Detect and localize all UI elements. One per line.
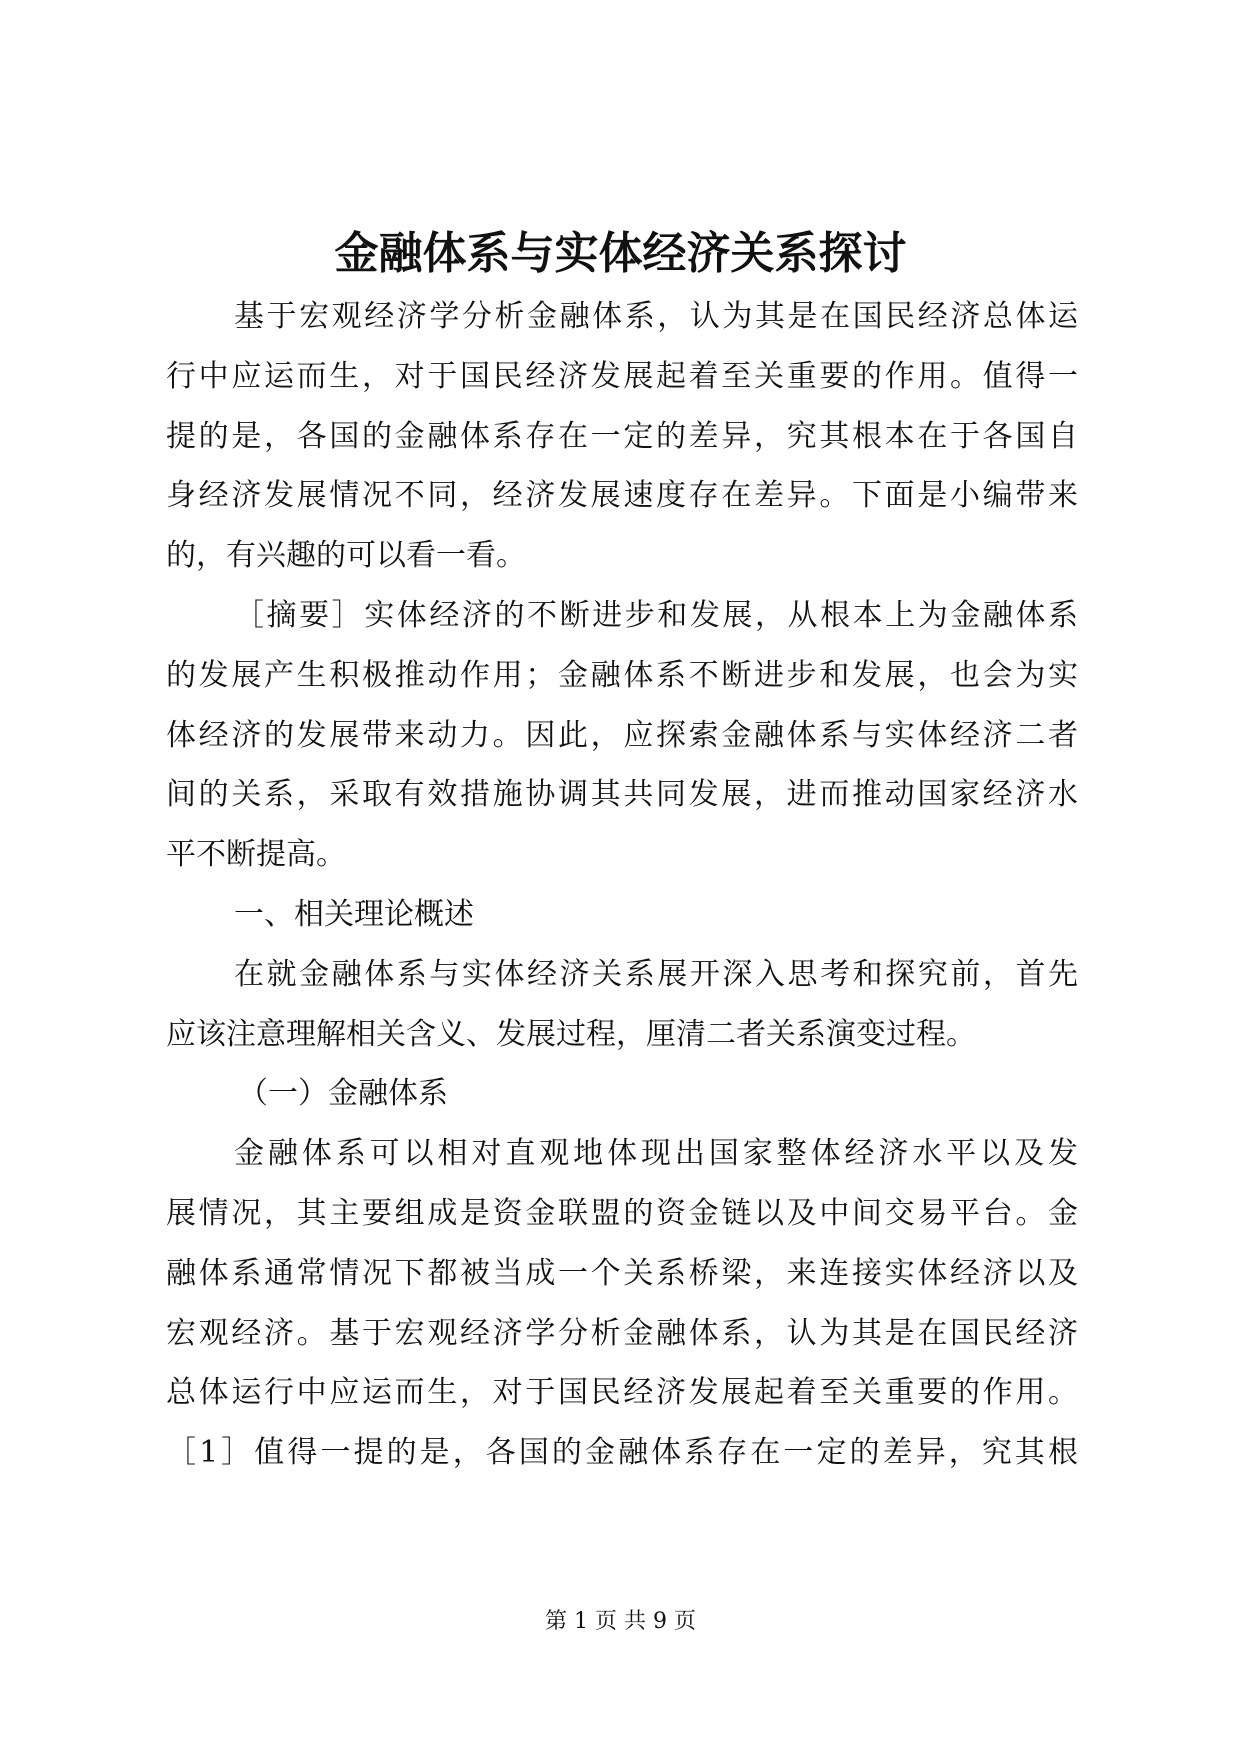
document-body (166, 287, 1078, 1483)
paragraph-line: 展情况，其主要组成是资金联盟的资金链以及中间交易平台。金 (166, 1195, 1078, 1231)
paragraph-line: 基于宏观经济学分析金融体系，认为其是在国民经济总体运 (234, 299, 1078, 334)
abstract-line: ［摘要］实体经济的不断进步和发展，从根本上为金融体系 (234, 597, 1078, 633)
paragraph-line: 总体运行中应运而生，对于国民经济发展起着至关重要的作用。 (166, 1375, 1078, 1411)
paragraph-line: 融体系通常情况下都被当成一个关系桥梁，来连接实体经济以及 (166, 1255, 1078, 1291)
abstract-line: 体经济的发展带来动力。因此，应探索金融体系与实体经济二者 (166, 717, 1078, 753)
document-title: 金融体系与实体经济关系探讨 (334, 228, 907, 279)
section-heading: 一、相关理论概述 (234, 896, 474, 932)
paragraph-line: ［1］值得一提的是，各国的金融体系存在一定的差异，究其根 (166, 1435, 1078, 1471)
paragraph-line: 宏观经济。基于宏观经济学分析金融体系，认为其是在国民经济 (166, 1315, 1078, 1351)
abstract-line: 间的关系，采取有效措施协调其共同发展，进而推动国家经济水 (166, 777, 1078, 813)
paragraph-line: 应该注意理解相关含义、发展过程，厘清二者关系演变过程。 (166, 1016, 976, 1052)
paragraph-line: 在就金融体系与实体经济关系展开深入思考和探究前，首先 (234, 956, 1078, 992)
paragraph-line: 身经济发展情况不同，经济发展速度存在差异。下面是小编带来 (166, 478, 1078, 514)
abstract-line: 平不断提高。 (166, 837, 346, 873)
paragraph-line: 行中应运而生，对于国民经济发展起着至关重要的作用。值得一 (166, 358, 1078, 394)
subsection-heading: （一）金融体系 (238, 1076, 448, 1112)
paragraph-line: 的，有兴趣的可以看一看。 (166, 538, 526, 574)
paragraph-line: 金融体系可以相对直观地体现出国家整体经济水平以及发 (234, 1136, 1078, 1172)
abstract-line: 的发展产生积极推动作用；金融体系不断进步和发展，也会为实 (166, 657, 1078, 693)
page-number-footer: 第 1 页 共 9 页 (545, 1609, 696, 1634)
paragraph-line: 提的是，各国的金融体系存在一定的差异，究其根本在于各国自 (166, 418, 1078, 454)
